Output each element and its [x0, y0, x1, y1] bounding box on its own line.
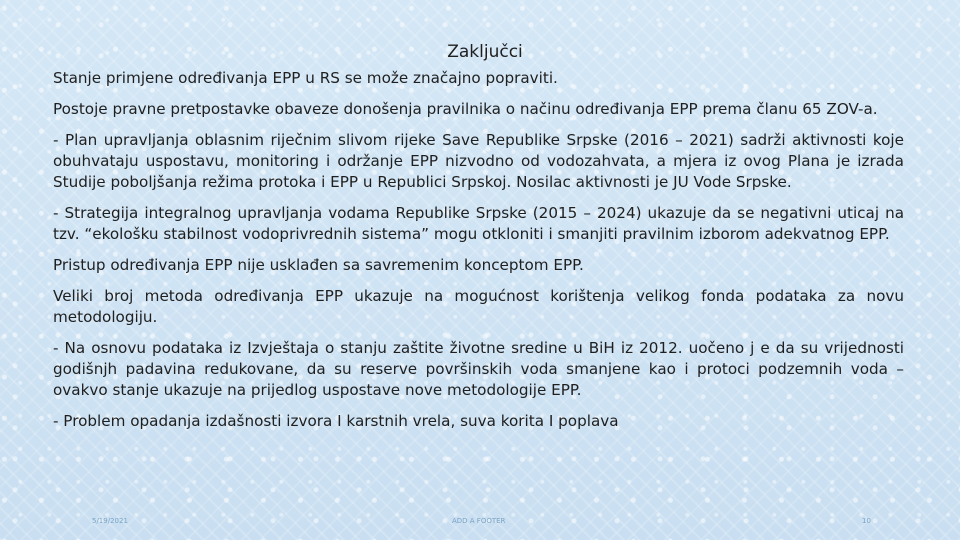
paragraph: - Strategija integralnog upravljanja vodama Republike Srpske (2015 – 2024) ukazuje da se negativni uticaj na tzv. “ekološku stabilnost vodoprivrednih sistema” mogu otkloniti i smanjiti pravilnim izborom adekvatnog EPP. [53, 204, 904, 243]
paragraph: Stanje primjene određivanja EPP u RS se može značajno popraviti. [53, 69, 558, 87]
slide-title-text: Zaključci [447, 42, 523, 62]
paragraph: - Plan upravljanja oblasnim riječnim slivom rijeke Save Republike Srpske (2016 – 2021) sadrži aktivnosti koje obuhvataju uspostavu, monitoring i održanje EPP nizvodno od vodozahvata, a mjera iz ovog Plana je izrada Studije poboljšanja režima protoka i EPP u Republici Srpskoj. Nosilac aktivnosti je JU Vode Srpske. [53, 131, 904, 191]
paragraph: Veliki broj metoda određivanja EPP ukazuje na mogućnost korištenja velikog fonda podataka za novu metodologiju. [53, 287, 904, 326]
paragraph: - Problem opadanja izdašnosti izvora I karstnih vrela, suva korita I poplava [53, 412, 619, 430]
footer-text: ADD A FOOTER [452, 517, 506, 525]
slide-body [53, 68, 904, 442]
paragraph: Postoje pravne pretpostavke obaveze donošenja pravilnika o načinu određivanja EPP prema članu 65 ZOV-a. [53, 100, 878, 118]
paragraph: - Na osnovu podataka iz Izvještaja o stanju zaštite životne sredine u BiH iz 2012. uočeno j e da su vrijednosti godišnjh padavina redukovane, da su reserve površinskih voda smanjene kao i protoci podzemnih voda – ovakvo stanje ukazuje na prijedlog uspostave nove metodologije EPP. [53, 339, 904, 399]
slide-title [0, 42, 960, 62]
paragraph: Pristup određivanja EPP nije usklađen sa savremenim konceptom EPP. [53, 256, 584, 274]
footer-date: 5/19/2021 [92, 517, 128, 525]
slide-number: 10 [862, 517, 871, 525]
